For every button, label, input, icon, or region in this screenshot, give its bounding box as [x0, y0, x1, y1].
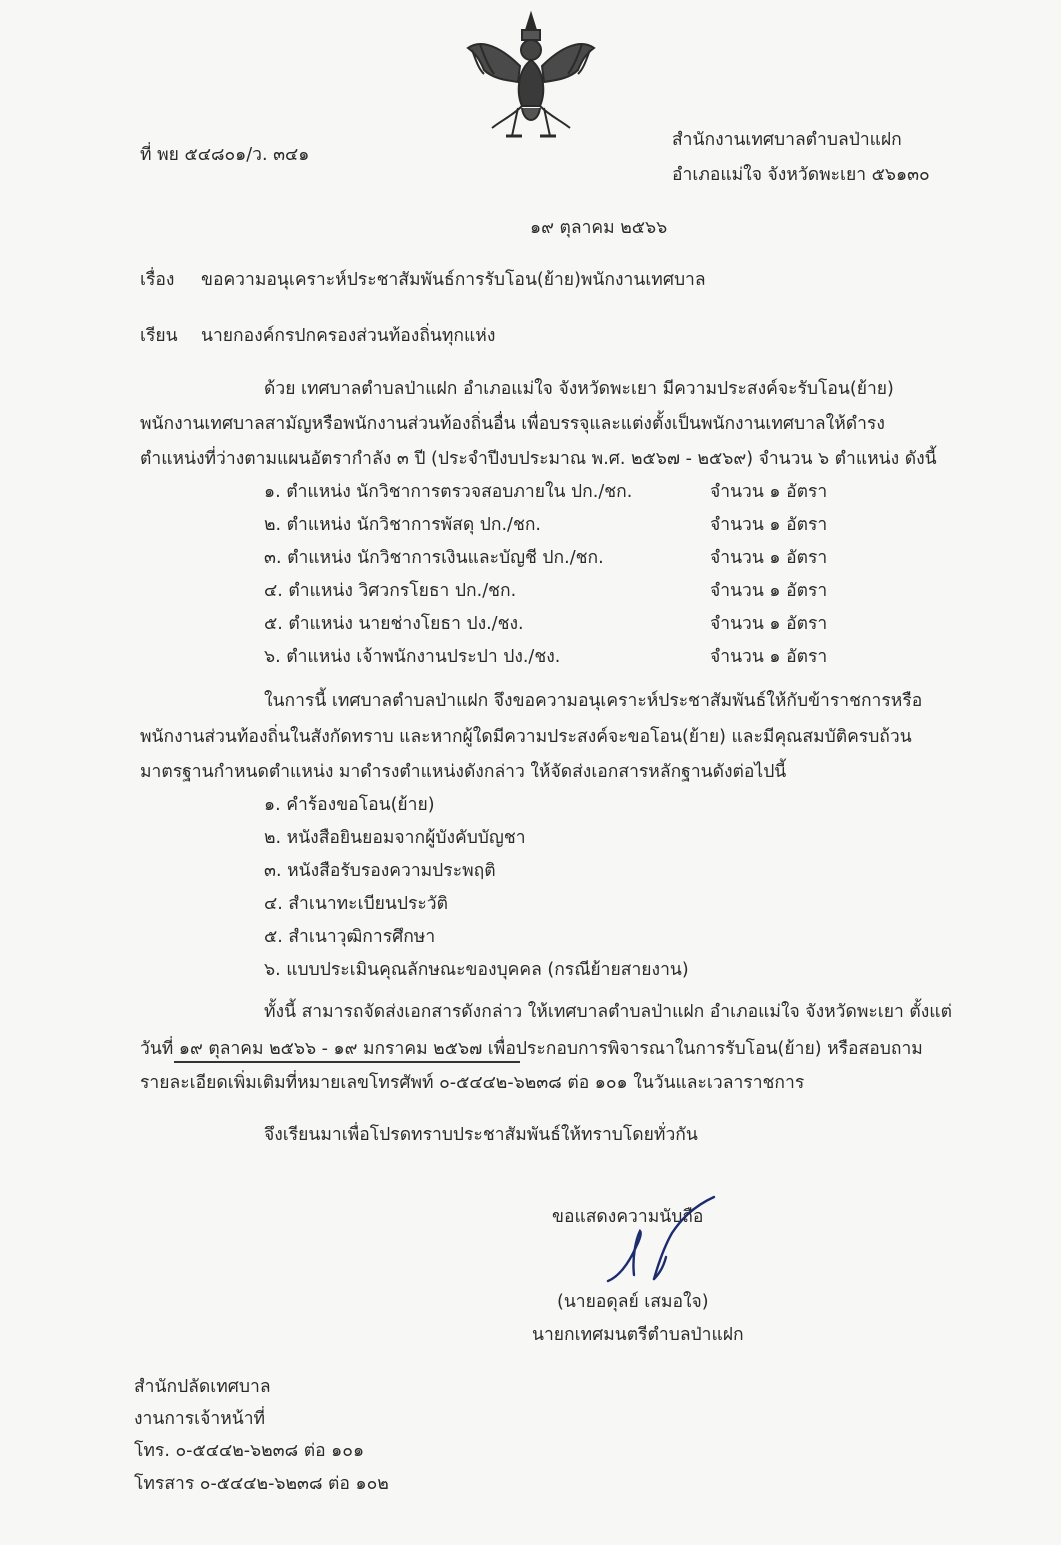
handwritten-signature — [600, 1195, 740, 1295]
para3-line2: วันที่ ๑๙ ตุลาคม ๒๕๖๖ - ๑๙ มกราคม ๒๕๖๗ เพื่อประกอบการพิจารณาในการรับโอน(ย้าย) หรือสอบถาม — [140, 1039, 923, 1059]
position-count: จำนวน ๑ อัตรา — [710, 548, 828, 568]
para1-line2: พนักงานเทศบาลสามัญหรือพนักงานส่วนท้องถิ่นอื่น เพื่อบรรจุและแต่งตั้งเป็นพนักงานเทศบาลให้ดำรง — [140, 414, 885, 434]
subject-text: ขอความอนุเคราะห์ประชาสัมพันธ์การรับโอน(ย้าย)พนักงานเทศบาล — [201, 270, 706, 290]
document-item: ๑. คำร้องขอโอน(ย้าย) — [264, 795, 435, 815]
para3-line1: ทั้งนี้ สามารถจัดส่งเอกสารดังกล่าว ให้เทศบาลตำบลป่าแฝก อำเภอแม่ใจ จังหวัดพะเยา ตั้งแต่ — [264, 1002, 952, 1022]
garuda-emblem-icon — [462, 8, 600, 148]
subject-label: เรื่อง — [140, 270, 175, 290]
para2-line2: พนักงานส่วนท้องถิ่นในสังกัดทราบ และหากผู้ใดมีความประสงค์จะขอโอน(ย้าย) และมีคุณสมบัติครบถ้วน — [140, 727, 912, 747]
sender-office: สำนักงานเทศบาลตำบลป่าแฝก — [672, 130, 902, 150]
document-item: ๔. สำเนาทะเบียนประวัติ — [264, 894, 448, 914]
signer-name: (นายอดุลย์ เสมอใจ) — [557, 1292, 709, 1312]
position-title: ๖. ตำแหน่ง เจ้าพนักงานประปา ปง./ชง. — [264, 647, 561, 667]
position-title: ๕. ตำแหน่ง นายช่างโยธา ปง./ชง. — [264, 614, 524, 634]
complimentary-close: ขอแสดงความนับถือ — [552, 1207, 704, 1227]
signer-title: นายกเทศมนตรีตำบลป่าแฝก — [532, 1325, 744, 1345]
footer-fax: โทรสาร ๐-๕๔๔๒-๖๒๓๘ ต่อ ๑๐๒ — [134, 1474, 389, 1494]
salutation-label: เรียน — [140, 326, 178, 346]
position-count: จำนวน ๑ อัตรา — [710, 647, 828, 667]
position-title: ๔. ตำแหน่ง วิศวกรโยธา ปก./ชก. — [264, 581, 517, 601]
para1-line3: ตำแหน่งที่ว่างตามแผนอัตรากำลัง ๓ ปี (ประจำปีงบประมาณ พ.ศ. ๒๕๖๗ - ๒๕๖๙) จำนวน ๖ ตำแหน่ง ดังนี้ — [140, 449, 937, 469]
date-range-underline — [174, 1061, 520, 1063]
letter-date: ๑๙ ตุลาคม ๒๕๖๖ — [530, 218, 668, 238]
footer-department: งานการเจ้าหน้าที่ — [134, 1409, 266, 1429]
position-title: ๓. ตำแหน่ง นักวิชาการเงินและบัญชี ปก./ชก. — [264, 548, 604, 568]
reference-number: ที่ พย ๕๔๘๐๑/ว. ๓๔๑ — [140, 145, 310, 165]
para3-line3: รายละเอียดเพิ่มเติมที่หมายเลขโทรศัพท์ ๐-๕๔๔๒-๖๒๓๘ ต่อ ๑๐๑ ในวันและเวลาราชการ — [140, 1073, 805, 1093]
sender-address: อำเภอแม่ใจ จังหวัดพะเยา ๕๖๑๓๐ — [672, 165, 930, 185]
salutation-recipient: นายกองค์กรปกครองส่วนท้องถิ่นทุกแห่ง — [201, 326, 496, 346]
footer-office: สำนักปลัดเทศบาล — [134, 1377, 271, 1397]
closing-paragraph: จึงเรียนมาเพื่อโปรดทราบประชาสัมพันธ์ให้ทราบโดยทั่วกัน — [264, 1125, 698, 1145]
position-count: จำนวน ๑ อัตรา — [710, 515, 828, 535]
position-title: ๒. ตำแหน่ง นักวิชาการพัสดุ ปก./ชก. — [264, 515, 541, 535]
position-count: จำนวน ๑ อัตรา — [710, 581, 828, 601]
position-title: ๑. ตำแหน่ง นักวิชาการตรวจสอบภายใน ปก./ชก. — [264, 482, 633, 502]
document-item: ๕. สำเนาวุฒิการศึกษา — [264, 927, 436, 947]
para2-line3: มาตรฐานกำหนดตำแหน่ง มาดำรงตำแหน่งดังกล่าว ให้จัดส่งเอกสารหลักฐานดังต่อไปนี้ — [140, 762, 787, 782]
document-item: ๓. หนังสือรับรองความประพฤติ — [264, 861, 496, 881]
document-item: ๖. แบบประเมินคุณลักษณะของบุคคล (กรณีย้ายสายงาน) — [264, 960, 689, 980]
para2-line1: ในการนี้ เทศบาลตำบลป่าแฝก จึงขอความอนุเคราะห์ประชาสัมพันธ์ให้กับข้าราชการหรือ — [264, 691, 923, 711]
para1-line1: ด้วย เทศบาลตำบลป่าแฝก อำเภอแม่ใจ จังหวัดพะเยา มีความประสงค์จะรับโอน(ย้าย) — [264, 379, 894, 399]
position-count: จำนวน ๑ อัตรา — [710, 614, 828, 634]
position-count: จำนวน ๑ อัตรา — [710, 482, 828, 502]
document-item: ๒. หนังสือยินยอมจากผู้บังคับบัญชา — [264, 828, 526, 848]
footer-phone: โทร. ๐-๕๔๔๒-๖๒๓๘ ต่อ ๑๐๑ — [134, 1441, 365, 1461]
